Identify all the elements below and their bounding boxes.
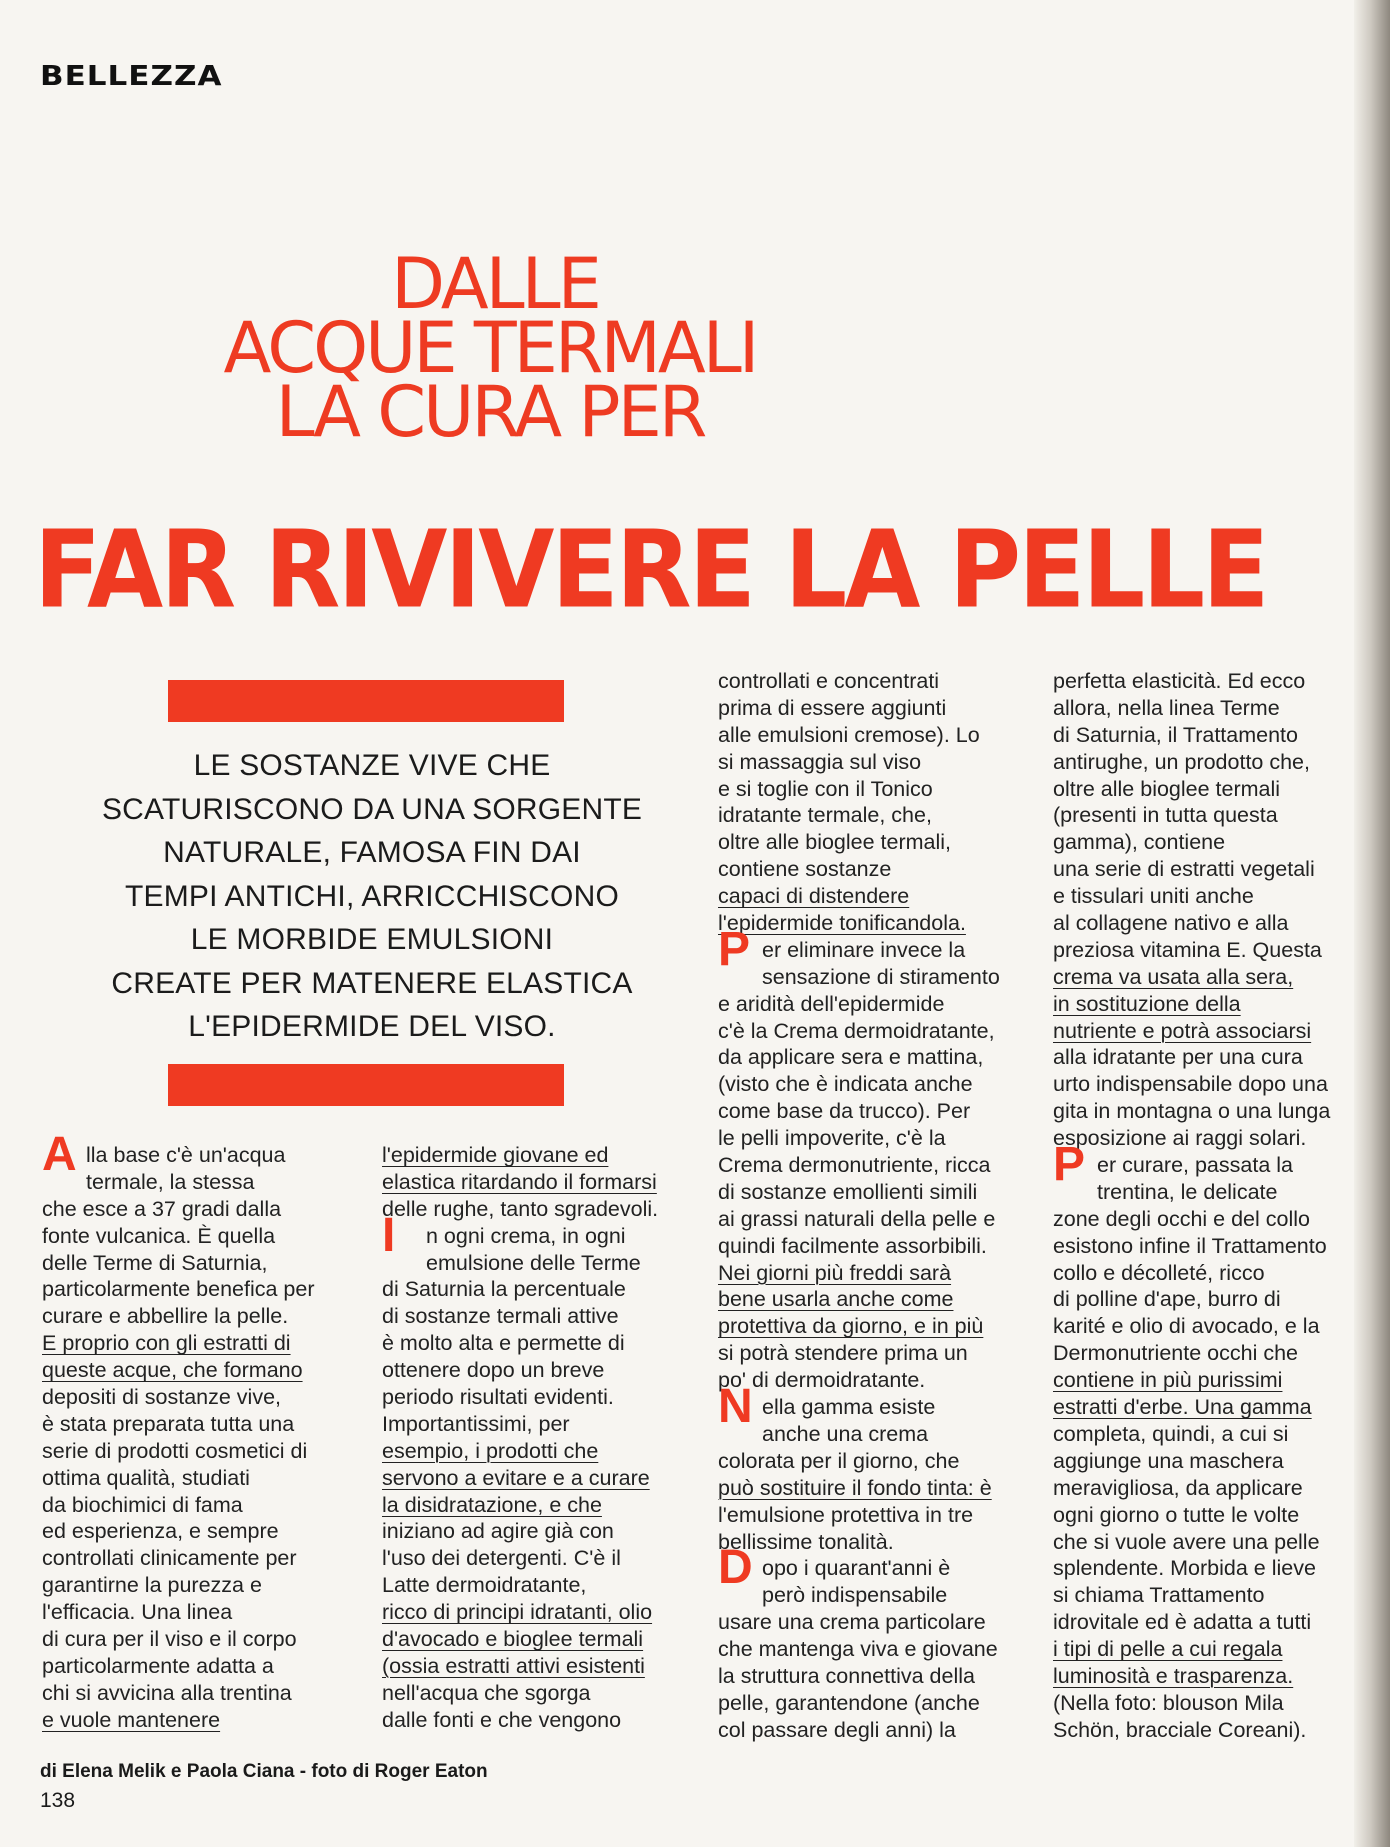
text-line-content: antirughe, un prodotto che, xyxy=(1053,749,1310,774)
text-line xyxy=(382,1492,702,1519)
text-line-content: da biochimici di fama xyxy=(42,1492,243,1517)
text-line-content: n ogni crema, in ogni xyxy=(426,1223,626,1248)
text-line xyxy=(1053,1394,1373,1421)
text-line-content: oltre alle bioglee termali, xyxy=(718,830,952,855)
text-line-content: contiene sostanze xyxy=(718,857,892,882)
text-line-content: idrovitale ed è adatta a tutti xyxy=(1053,1610,1312,1635)
drop-cap: P xyxy=(718,922,751,976)
text-line-content: lla base c'è un'acqua xyxy=(86,1143,286,1167)
text-line-content: Nei giorni più freddi sarà xyxy=(718,1260,952,1285)
drop-cap: N xyxy=(718,1380,753,1434)
text-line-content: controllati e concentrati xyxy=(718,669,940,693)
section-label: BELLEZZA xyxy=(40,59,223,93)
text-line-content: prima di essere aggiunti xyxy=(718,695,947,720)
text-line-content: ai grassi naturali della pelle e xyxy=(718,1206,996,1231)
text-line-content: di Saturnia, il Trattamento xyxy=(1053,722,1298,747)
text-line-content: può sostituire il fondo tinta: è xyxy=(718,1475,992,1500)
text-line xyxy=(1053,1233,1373,1260)
text-line xyxy=(42,1465,362,1492)
subtitle-line: NATURALE, FAMOSA FIN DAI xyxy=(163,836,581,869)
text-line xyxy=(42,1518,362,1545)
text-line-content: completa, quindi, a cui si xyxy=(1053,1421,1289,1446)
text-line xyxy=(42,1196,362,1223)
text-line xyxy=(718,856,1038,883)
text-line xyxy=(718,1475,1038,1502)
text-line xyxy=(42,1707,362,1734)
subtitle-line: LE SOSTANZE VIVE CHE xyxy=(193,749,551,782)
text-line xyxy=(718,910,1038,937)
text-line xyxy=(1053,1582,1373,1609)
text-line xyxy=(382,1384,702,1411)
text-line xyxy=(718,1717,1038,1744)
text-line xyxy=(1053,1206,1373,1233)
text-line-content: l'epidermide tonificandola. xyxy=(718,911,966,936)
text-line xyxy=(718,1260,1038,1287)
text-line xyxy=(42,1438,362,1465)
text-line-content: esistono infine il Trattamento xyxy=(1053,1233,1327,1258)
subtitle-line: TEMPI ANTICHI, ARRICCHISCONO xyxy=(125,879,619,913)
text-line xyxy=(718,1663,1038,1690)
text-line-content: esempio, i prodotti che xyxy=(382,1438,599,1463)
article-column-4 xyxy=(1053,668,1373,1744)
text-line xyxy=(382,1357,702,1384)
text-line xyxy=(382,1626,702,1653)
text-line xyxy=(42,1250,362,1277)
text-line xyxy=(718,1582,1038,1609)
text-line xyxy=(382,1169,702,1196)
text-line-content: particolarmente benefica per xyxy=(42,1277,315,1302)
text-line xyxy=(718,1421,1038,1448)
text-line-content: (Nella foto: blouson Mila xyxy=(1053,1690,1284,1715)
text-line-content: po' di dermoidratante. xyxy=(718,1368,926,1393)
text-line-content: controllati clinicamente per xyxy=(42,1546,297,1571)
byline: di Elena Melik e Paola Ciana - foto di Roger Eaton xyxy=(40,1761,488,1782)
text-line-content: alle emulsioni cremose). Lo xyxy=(718,722,980,747)
text-line xyxy=(42,1653,362,1680)
text-line xyxy=(1053,802,1373,829)
text-line-content: e vuole mantenere xyxy=(42,1707,221,1732)
text-line-content: elastica ritardando il formarsi xyxy=(382,1169,657,1194)
text-line-content: luminosità e trasparenza. xyxy=(1053,1663,1294,1688)
text-line-content: servono a evitare e a curare xyxy=(382,1465,650,1490)
text-line xyxy=(718,1098,1038,1125)
text-line-content: (visto che è indicata anche xyxy=(718,1072,973,1097)
text-line-content: estratti d'erbe. Una gamma xyxy=(1053,1395,1312,1420)
text-line-content: in sostituzione della xyxy=(1053,991,1241,1016)
text-line xyxy=(1053,829,1373,856)
text-line xyxy=(718,1179,1038,1206)
text-line xyxy=(718,1502,1038,1529)
text-line-content: chi si avvicina alla trentina xyxy=(42,1680,292,1705)
text-line xyxy=(1053,1286,1373,1313)
text-line-content: gamma), contiene xyxy=(1053,830,1226,855)
text-line xyxy=(718,695,1038,722)
text-line-content: come base da trucco). Per xyxy=(718,1099,971,1124)
text-line xyxy=(718,1609,1038,1636)
text-line xyxy=(718,1367,1038,1394)
text-line-content: zone degli occhi e del collo xyxy=(1053,1206,1310,1231)
text-line-content: ottima qualità, studiati xyxy=(42,1465,250,1490)
text-line-content: anche una crema xyxy=(762,1421,929,1446)
text-line xyxy=(1053,883,1373,910)
text-line xyxy=(1053,1663,1373,1690)
subtitle-line: LE MORBIDE EMULSIONI xyxy=(190,923,554,956)
headline-line: LA CURA PER xyxy=(275,371,705,453)
text-line xyxy=(718,1152,1038,1179)
text-line-content: che si vuole avere una pelle xyxy=(1053,1529,1320,1554)
text-line xyxy=(718,1125,1038,1152)
text-line xyxy=(42,1357,362,1384)
text-line xyxy=(1053,1717,1373,1744)
text-line-content: termale, la stessa xyxy=(86,1169,255,1194)
text-line-content: curare e abbellire la pelle. xyxy=(42,1304,289,1329)
text-line xyxy=(1053,1313,1373,1340)
text-line xyxy=(42,1680,362,1707)
text-line-content: i tipi di pelle a cui regala xyxy=(1053,1637,1283,1662)
text-line-content: delle Terme di Saturnia, xyxy=(42,1250,268,1275)
text-line xyxy=(1053,1555,1373,1582)
text-line xyxy=(42,1411,362,1438)
text-line-content: perfetta elasticità. Ed ecco xyxy=(1053,669,1306,693)
text-line-content: meravigliosa, da applicare xyxy=(1053,1475,1303,1500)
text-line xyxy=(382,1438,702,1465)
text-line-content: capaci di distendere xyxy=(718,884,910,909)
text-line xyxy=(42,1492,362,1519)
text-line xyxy=(1053,1044,1373,1071)
drop-cap: I xyxy=(382,1208,396,1262)
text-line-content: depositi di sostanze vive, xyxy=(42,1385,282,1410)
text-line xyxy=(718,776,1038,803)
text-line-content: di Saturnia la percentuale xyxy=(382,1277,626,1302)
text-line-content: e aridità dell'epidermide xyxy=(718,991,945,1016)
text-line xyxy=(1053,1529,1373,1556)
text-line-content: nutriente e potrà associarsi xyxy=(1053,1018,1312,1043)
text-line xyxy=(718,722,1038,749)
text-line xyxy=(42,1384,362,1411)
text-line xyxy=(1053,1448,1373,1475)
text-line-content: di cura per il viso e il corpo xyxy=(42,1627,297,1652)
text-line xyxy=(42,1223,362,1250)
text-line-content: l'epidermide giovane ed xyxy=(382,1143,609,1167)
text-line-content: allora, nella linea Terme xyxy=(1053,695,1280,720)
text-line xyxy=(382,1196,702,1223)
text-line-content: di sostanze emollienti simili xyxy=(718,1179,978,1204)
text-line-content: le pelli impoverite, c'è la xyxy=(718,1126,946,1151)
text-line-content: pelle, garantendone (anche xyxy=(718,1690,980,1715)
text-line xyxy=(1053,1179,1373,1206)
text-line xyxy=(1053,1071,1373,1098)
text-line-content: Dermonutriente occhi che xyxy=(1053,1341,1298,1366)
text-line xyxy=(1053,1125,1373,1152)
text-line xyxy=(718,1233,1038,1260)
text-line xyxy=(1053,722,1373,749)
text-line-content: usare una crema particolare xyxy=(718,1610,986,1635)
text-line xyxy=(1053,1098,1373,1125)
article-column-1 xyxy=(42,1128,362,1734)
text-line xyxy=(382,1142,702,1169)
text-line-content: bellissime tonalità. xyxy=(718,1529,894,1554)
text-line-content: (presenti in tutta questa xyxy=(1053,803,1278,828)
text-line-content: sensazione di stiramento xyxy=(762,964,1000,989)
text-line-content: er eliminare invece la xyxy=(762,937,966,962)
text-line xyxy=(382,1330,702,1357)
text-line xyxy=(1053,1421,1373,1448)
text-line xyxy=(1053,1367,1373,1394)
text-line xyxy=(718,1529,1038,1556)
text-line-content: Importantissimi, per xyxy=(382,1411,570,1436)
text-line-content: serie di prodotti cosmetici di xyxy=(42,1438,308,1463)
text-line-content: al collagene nativo e alla xyxy=(1053,911,1289,936)
text-line-content: e tissulari uniti anche xyxy=(1053,884,1254,909)
text-line xyxy=(1053,1475,1373,1502)
text-line xyxy=(42,1276,362,1303)
text-line-content: ella gamma esiste xyxy=(762,1395,936,1420)
text-line-content: karité e olio di avocado, e la xyxy=(1053,1314,1320,1339)
text-line xyxy=(1053,937,1373,964)
text-line-content: bene usarla anche come xyxy=(718,1287,954,1312)
text-line xyxy=(1053,695,1373,722)
text-line-content: si potrà stendere prima un xyxy=(718,1341,968,1366)
text-line-content: (ossia estratti attivi esistenti xyxy=(382,1653,645,1678)
headline-bold: FAR RIVIVERE LA PELLE xyxy=(34,507,1267,633)
headline-light xyxy=(40,243,940,453)
text-line-content: gita in montagna o una lunga xyxy=(1053,1099,1331,1124)
red-divider-bottom xyxy=(168,1064,564,1106)
text-line-content: ottenere dopo un breve xyxy=(382,1358,605,1383)
text-line xyxy=(382,1599,702,1626)
text-line xyxy=(1053,991,1373,1018)
text-line xyxy=(42,1128,362,1181)
text-line-content: Crema dermonutriente, ricca xyxy=(718,1153,991,1178)
text-line-content: er curare, passata la xyxy=(1097,1153,1293,1178)
text-line xyxy=(1053,1018,1373,1045)
text-line xyxy=(718,1071,1038,1098)
text-line xyxy=(1053,1260,1373,1287)
text-line-content: però indispensabile xyxy=(762,1583,948,1608)
headline-line: DALLE xyxy=(391,243,599,325)
text-line xyxy=(1053,1636,1373,1663)
text-line xyxy=(382,1518,702,1545)
text-line-content: che mantenga viva e giovane xyxy=(718,1637,998,1662)
text-line xyxy=(718,1690,1038,1717)
subtitle-line: CREATE PER MATENERE ELASTICA xyxy=(111,966,633,1000)
text-line xyxy=(718,1018,1038,1045)
subtitle-line: L'EPIDERMIDE DEL VISO. xyxy=(188,1010,556,1043)
text-line xyxy=(718,749,1038,776)
text-line-content: di sostanze termali attive xyxy=(382,1304,619,1329)
text-line-content: particolarmente adatta a xyxy=(42,1653,274,1678)
text-line-content: che esce a 37 gradi dalla xyxy=(42,1196,282,1221)
text-line-content: fonte vulcanica. È quella xyxy=(42,1223,276,1248)
red-divider-top xyxy=(168,680,564,722)
text-line-content: emulsione delle Terme xyxy=(426,1250,641,1275)
text-line xyxy=(382,1276,702,1303)
text-line-content: esposizione ai raggi solari. xyxy=(1053,1126,1307,1151)
text-line-content: contiene in più purissimi xyxy=(1053,1368,1283,1393)
text-line-content: dalle fonti e che vengono xyxy=(382,1707,622,1732)
text-line-content: di polline d'ape, burro di xyxy=(1053,1287,1281,1312)
text-line-content: l'efficacia. Una linea xyxy=(42,1600,233,1625)
text-line xyxy=(382,1572,702,1599)
drop-cap: P xyxy=(1053,1138,1086,1192)
text-line xyxy=(382,1680,702,1707)
text-line xyxy=(382,1250,702,1277)
text-line-content: crema va usata alla sera, xyxy=(1053,964,1294,989)
text-line-content: idratante termale, che, xyxy=(718,803,932,828)
text-line-content: d'avocado e bioglee termali xyxy=(382,1627,644,1652)
text-line-content: si massaggia sul viso xyxy=(718,749,922,774)
text-line xyxy=(718,668,1038,695)
text-line xyxy=(718,802,1038,829)
drop-cap: A xyxy=(42,1128,77,1181)
text-line-content: Latte dermoidratante, xyxy=(382,1573,587,1598)
text-line xyxy=(1053,1502,1373,1529)
text-line xyxy=(42,1599,362,1626)
text-line xyxy=(718,1206,1038,1233)
text-line xyxy=(718,883,1038,910)
text-line-content: splendente. Morbida e lieve xyxy=(1053,1556,1316,1581)
text-line xyxy=(42,1303,362,1330)
text-line xyxy=(718,1286,1038,1313)
text-line-content: è molto alta e permette di xyxy=(382,1331,625,1356)
text-line-content: aggiunge una maschera xyxy=(1053,1448,1284,1473)
text-line xyxy=(1053,776,1373,803)
text-line xyxy=(42,1572,362,1599)
text-line xyxy=(42,1545,362,1572)
text-line-content: periodo risultati evidenti. xyxy=(382,1385,614,1410)
text-line xyxy=(718,1636,1038,1663)
text-line-content: col passare degli anni) la xyxy=(718,1717,956,1742)
text-line xyxy=(1053,1690,1373,1717)
headline-line: ACQUE TERMALI xyxy=(223,307,757,389)
text-line-content: l'uso dei detergenti. C'è il xyxy=(382,1546,621,1571)
text-line-content: una serie di estratti vegetali xyxy=(1053,857,1315,882)
article-column-2 xyxy=(382,1142,702,1734)
text-line-content: collo e décolleté, ricco xyxy=(1053,1260,1265,1285)
text-line xyxy=(1053,1340,1373,1367)
text-line xyxy=(382,1303,702,1330)
text-line xyxy=(718,964,1038,991)
text-line xyxy=(382,1653,702,1680)
text-line-content: ricco di principi idratanti, olio xyxy=(382,1600,653,1625)
text-line xyxy=(42,1169,362,1196)
text-line-content: ed esperienza, e sempre xyxy=(42,1519,279,1544)
text-line xyxy=(1053,749,1373,776)
text-line-content: nell'acqua che sgorga xyxy=(382,1680,591,1705)
text-line xyxy=(1053,1609,1373,1636)
text-line-content: E proprio con gli estratti di xyxy=(42,1331,291,1356)
text-line xyxy=(718,991,1038,1018)
text-line-content: oltre alle bioglee termali xyxy=(1053,776,1281,801)
text-line-content: è stata preparata tutta una xyxy=(42,1411,295,1436)
text-line xyxy=(718,1313,1038,1340)
text-line-content: alla idratante per una cura xyxy=(1053,1045,1303,1070)
text-line-content: iniziano ad agire già con xyxy=(382,1519,614,1544)
text-line-content: garantirne la purezza e xyxy=(42,1573,262,1598)
text-line-content: colorata per il giorno, che xyxy=(718,1448,960,1473)
text-line-content: queste acque, che formano xyxy=(42,1358,303,1383)
text-line xyxy=(382,1465,702,1492)
text-line-content: delle rughe, tanto sgradevoli. xyxy=(382,1196,659,1221)
text-line-content: ogni giorno o tutte le volte xyxy=(1053,1502,1300,1527)
subtitle xyxy=(52,744,692,1049)
text-line xyxy=(42,1626,362,1653)
text-line xyxy=(1053,668,1373,695)
text-line-content: Schön, bracciale Coreani). xyxy=(1053,1717,1307,1742)
subtitle-line: SCATURISCONO DA UNA SORGENTE xyxy=(101,792,643,826)
article-column-3 xyxy=(718,668,1038,1744)
text-line xyxy=(382,1411,702,1438)
text-line xyxy=(1053,856,1373,883)
text-line-content: e si toglie con il Tonico xyxy=(718,776,933,801)
text-line-content: quindi facilmente assorbibili. xyxy=(718,1233,987,1258)
text-line xyxy=(382,1707,702,1734)
text-line-content: la disidratazione, e che xyxy=(382,1492,602,1517)
text-line xyxy=(1053,964,1373,991)
text-line xyxy=(718,829,1038,856)
text-line xyxy=(1053,910,1373,937)
text-line-content: l'emulsione protettiva in tre xyxy=(718,1502,974,1527)
text-line xyxy=(42,1330,362,1357)
text-line-content: la struttura connettiva della xyxy=(718,1663,975,1688)
text-line-content: c'è la Crema dermoidratante, xyxy=(718,1018,995,1043)
text-line-content: trentina, le delicate xyxy=(1097,1179,1278,1204)
text-line xyxy=(718,1340,1038,1367)
text-line-content: si chiama Trattamento xyxy=(1053,1583,1265,1608)
text-line xyxy=(718,1044,1038,1071)
text-line-content: da applicare sera e mattina, xyxy=(718,1045,984,1070)
page-number: 138 xyxy=(40,1789,76,1812)
text-line-content: opo i quarant'anni è xyxy=(762,1556,951,1581)
text-line-content: preziosa vitamina E. Questa xyxy=(1053,937,1322,962)
text-line-content: urto indispensabile dopo una xyxy=(1053,1072,1328,1097)
drop-cap: D xyxy=(718,1541,753,1595)
text-line xyxy=(382,1545,702,1572)
text-line xyxy=(718,1448,1038,1475)
text-line-content: protettiva da giorno, e in più xyxy=(718,1314,984,1339)
